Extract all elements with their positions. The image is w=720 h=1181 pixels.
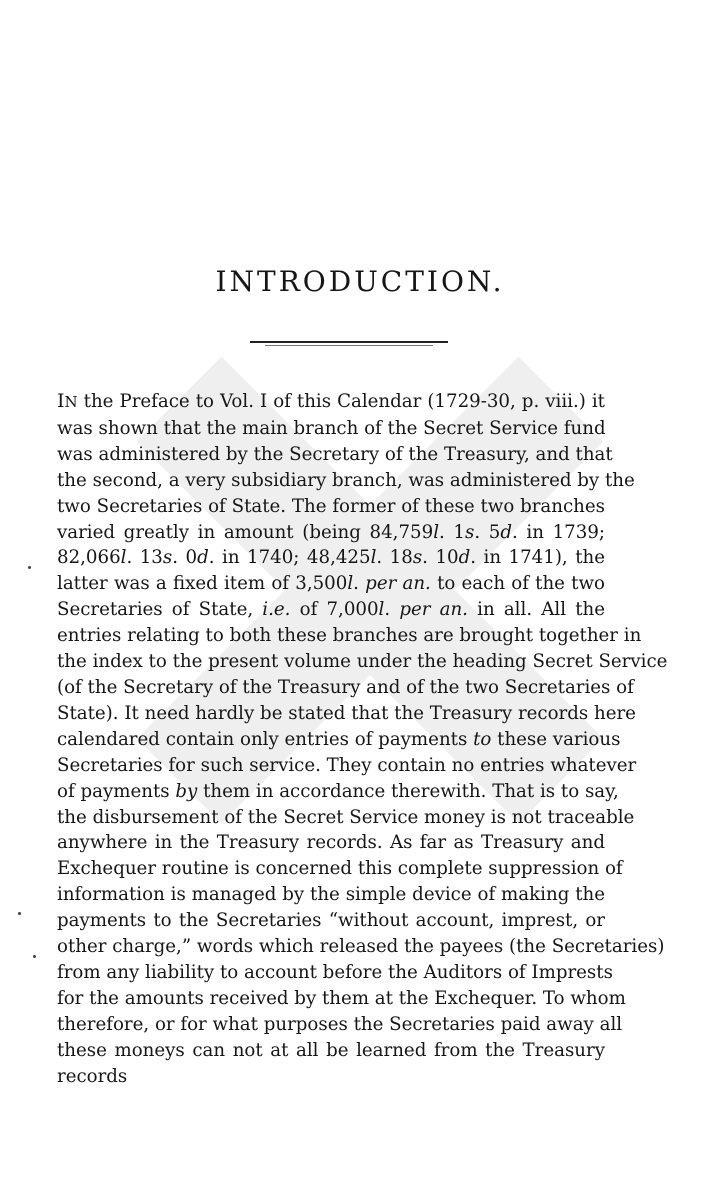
text-line: the disbursement of the Secret Service money is not traceable [57, 806, 635, 828]
text-line: latter was a fixed item of 3,500l. per an. to each of the two [57, 573, 605, 595]
text-line: Secretaries of State, i.e. of 7,000l. per an. in all. All the [57, 599, 605, 621]
text-line: therefore, or for what purposes the Secretaries paid away all [57, 1013, 623, 1035]
text-line: (of the Secretary of the Treasury and of the two Secretaries of [57, 676, 634, 698]
stray-mark [33, 955, 36, 958]
text-line: other charge,” words which released the payees (the Secretaries) [57, 936, 665, 958]
text-line: Secretaries for such service. They contain no entries whatever [57, 754, 637, 776]
text-line: for the amounts received by them at the Exchequer. To whom [57, 987, 626, 1009]
text-line: from any liability to account before the Auditors of Imprests [57, 961, 613, 983]
text-line: varied greatly in amount (being 84,759l. 1s. 5d. in 1739; [57, 521, 606, 543]
text-line: Exchequer routine is concerned this complete suppression of [57, 858, 623, 880]
title-rule-thin [265, 345, 433, 346]
text-line: 82,066l. 13s. 0d. in 1740; 48,425l. 18s. 10d. in 1741), the [57, 547, 605, 569]
page-title: INTRODUCTION. [215, 265, 505, 298]
text-line: records [57, 1065, 128, 1087]
text-line: State). It need hardly be stated that the Treasury records here [57, 702, 636, 724]
stray-mark [28, 566, 31, 569]
stray-mark [18, 912, 21, 915]
text-line: payments to the Secretaries “without account, imprest, or [57, 910, 605, 932]
body-paragraph [57, 389, 668, 1089]
text-line: was administered by the Secretary of the Treasury, and that [57, 443, 613, 465]
text-line: calendared contain only entries of payments to these various [57, 728, 621, 750]
text-line: IN the Preface to Vol. I of this Calendar (1729-30, p. viii.) it [57, 390, 605, 412]
text-line: entries relating to both these branches are brought together in [57, 625, 642, 647]
text-line: two Secretaries of State. The former of these two branches [57, 495, 605, 517]
text-line: the index to the present volume under the heading Secret Service [57, 651, 668, 673]
text-line: was shown that the main branch of the Secret Service fund [57, 417, 606, 439]
title-rule [250, 341, 448, 343]
text-line: information is managed by the simple device of making the [57, 884, 605, 906]
text-line: the second, a very subsidiary branch, was administered by the [57, 469, 635, 491]
text-line: anywhere in the Treasury records. As far as Treasury and [57, 832, 605, 854]
text-line: these moneys can not at all be learned from the Treasury [57, 1039, 605, 1061]
text-line: of payments by them in accordance therewith. That is to say, [57, 780, 619, 802]
